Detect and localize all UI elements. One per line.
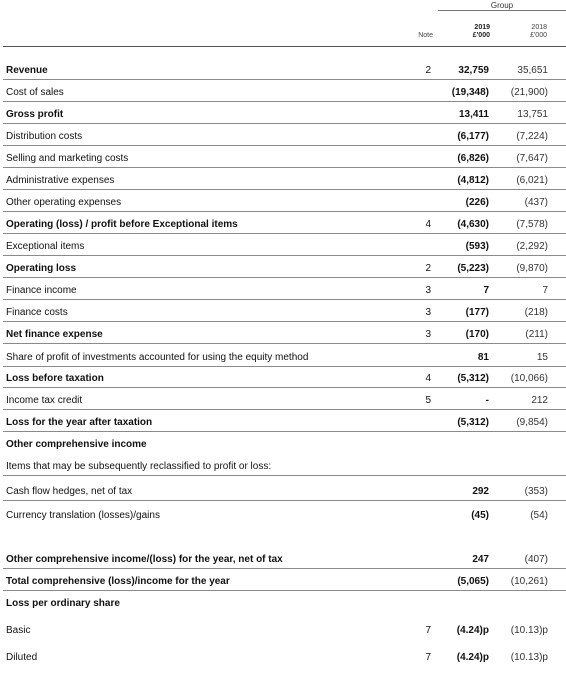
value-2019: (6,826) (457, 153, 489, 164)
row-note: 2 (425, 65, 431, 76)
row-label: Administrative expenses (6, 175, 115, 186)
value-2018: (10.13)p (510, 625, 548, 636)
value-2019: (170) (465, 329, 489, 340)
table-row (3, 433, 566, 453)
value-2019: (45) (471, 510, 489, 521)
value-2018: (407) (524, 554, 548, 565)
row-label: Currency translation (losses)/gains (6, 510, 160, 521)
row-label: Operating loss (6, 263, 77, 274)
row-label: Finance income (6, 285, 77, 296)
value-2018: (211) (525, 329, 548, 340)
value-2018: (10.13)p (510, 652, 548, 663)
value-2018: (9,854) (516, 417, 548, 428)
table-row (3, 323, 566, 344)
value-2019: 13,411 (458, 109, 489, 120)
value-2018: 35,651 (517, 65, 548, 76)
row-label: Net finance expense (6, 329, 103, 340)
table-row (3, 191, 566, 212)
row-label: Loss for the year after taxation (6, 417, 153, 428)
value-2019: (4,630) (457, 219, 489, 230)
value-2018: (437) (524, 197, 548, 208)
value-2019: (593) (465, 241, 489, 252)
row-label: Revenue (6, 65, 48, 76)
row-label: Other comprehensive income (6, 439, 147, 450)
row-label: Share of profit of investments accounted for using the equity method (6, 352, 309, 363)
table-row (3, 570, 566, 591)
row-label: Cost of sales (6, 87, 64, 98)
table-row (3, 646, 566, 666)
table-row (3, 125, 566, 146)
row-label: Exceptional items (6, 241, 85, 252)
value-2018: 7 (542, 285, 548, 296)
row-note: 7 (425, 652, 431, 663)
table-row (3, 59, 566, 80)
value-2019: 292 (472, 486, 489, 497)
row-label: Loss per ordinary share (6, 598, 120, 609)
value-2018: 13,751 (517, 109, 548, 120)
row-note: 3 (425, 285, 431, 296)
table-row (3, 103, 566, 124)
table-row (3, 619, 566, 639)
value-2019: (4,812) (457, 175, 489, 186)
value-2018: (353) (524, 486, 548, 497)
row-label: Income tax credit (6, 395, 83, 406)
group-heading-rule (438, 10, 566, 11)
table-row (3, 455, 566, 476)
row-label: Operating (loss) / profit before Exceptional items (6, 219, 238, 230)
value-2018: (7,647) (516, 153, 548, 164)
value-2019: - (485, 395, 489, 406)
value-2019: (5,223) (457, 263, 489, 274)
note-column-heading: Note (418, 32, 433, 39)
value-2018: (10,066) (510, 373, 548, 384)
row-note: 5 (425, 395, 431, 406)
value-2018: (6,021) (516, 175, 548, 186)
value-2019: (5,312) (457, 373, 489, 384)
row-note: 3 (425, 329, 431, 340)
value-2019: (5,312) (457, 417, 489, 428)
row-label: Total comprehensive (loss)/income for the year (6, 576, 230, 587)
row-note: 2 (425, 263, 431, 274)
table-row (3, 81, 566, 102)
header-rule (3, 46, 566, 47)
table-row (3, 592, 566, 612)
row-label: Selling and marketing costs (6, 153, 129, 164)
row-label: Distribution costs (6, 131, 83, 142)
table-row (3, 169, 566, 190)
table-row (3, 301, 566, 322)
value-2019: (6,177) (457, 131, 489, 142)
value-2018: (7,224) (516, 131, 548, 142)
row-note: 4 (425, 373, 431, 384)
value-2019: 81 (477, 352, 489, 363)
row-label: Other comprehensive income/(loss) for the year, net of tax (6, 554, 283, 565)
value-2019: 247 (472, 554, 489, 565)
value-2019: (4.24)p (456, 652, 489, 663)
row-label: Gross profit (6, 109, 64, 120)
table-row (3, 411, 566, 432)
row-label: Basic (6, 625, 31, 636)
value-2019: (19,348) (451, 87, 489, 98)
table-row (3, 346, 566, 367)
value-2018: (2,292) (516, 241, 548, 252)
row-label: Diluted (6, 652, 38, 663)
value-2018: (10,261) (510, 576, 548, 587)
table-row (3, 389, 566, 410)
table-row (3, 235, 566, 256)
row-note: 7 (425, 625, 431, 636)
table-row (3, 257, 566, 278)
row-note: 3 (425, 307, 431, 318)
table-row (3, 504, 566, 524)
value-2018: (21,900) (510, 87, 548, 98)
table-row (3, 480, 566, 501)
row-label: Items that may be subsequently reclassified to profit or loss: (6, 461, 272, 472)
row-note: 4 (425, 219, 431, 230)
group-column-heading: Group (490, 1, 514, 10)
table-row (3, 548, 566, 569)
value-2019: (4.24)p (456, 625, 489, 636)
value-2019: (226) (465, 197, 489, 208)
table-row (3, 279, 566, 300)
value-2019: (177) (465, 307, 489, 318)
value-2019: (5,065) (457, 576, 489, 587)
table-row (3, 367, 566, 388)
year-2019-heading: 2019 £'000 (472, 24, 490, 39)
value-2018: (54) (530, 510, 548, 521)
row-label: Other operating expenses (6, 197, 122, 208)
year-2018-heading: 2018 £'000 (530, 24, 547, 39)
row-label: Cash flow hedges, net of tax (6, 486, 133, 497)
value-2018: (9,870) (516, 263, 548, 274)
value-2019: 32,759 (458, 65, 489, 76)
table-row (3, 213, 566, 234)
value-2018: 212 (531, 395, 548, 406)
row-label: Finance costs (6, 307, 68, 318)
value-2018: 15 (536, 352, 548, 363)
value-2018: (218) (524, 307, 548, 318)
row-label: Loss before taxation (6, 373, 104, 384)
value-2018: (7,578) (516, 219, 548, 230)
value-2019: 7 (483, 285, 489, 296)
table-row (3, 147, 566, 168)
